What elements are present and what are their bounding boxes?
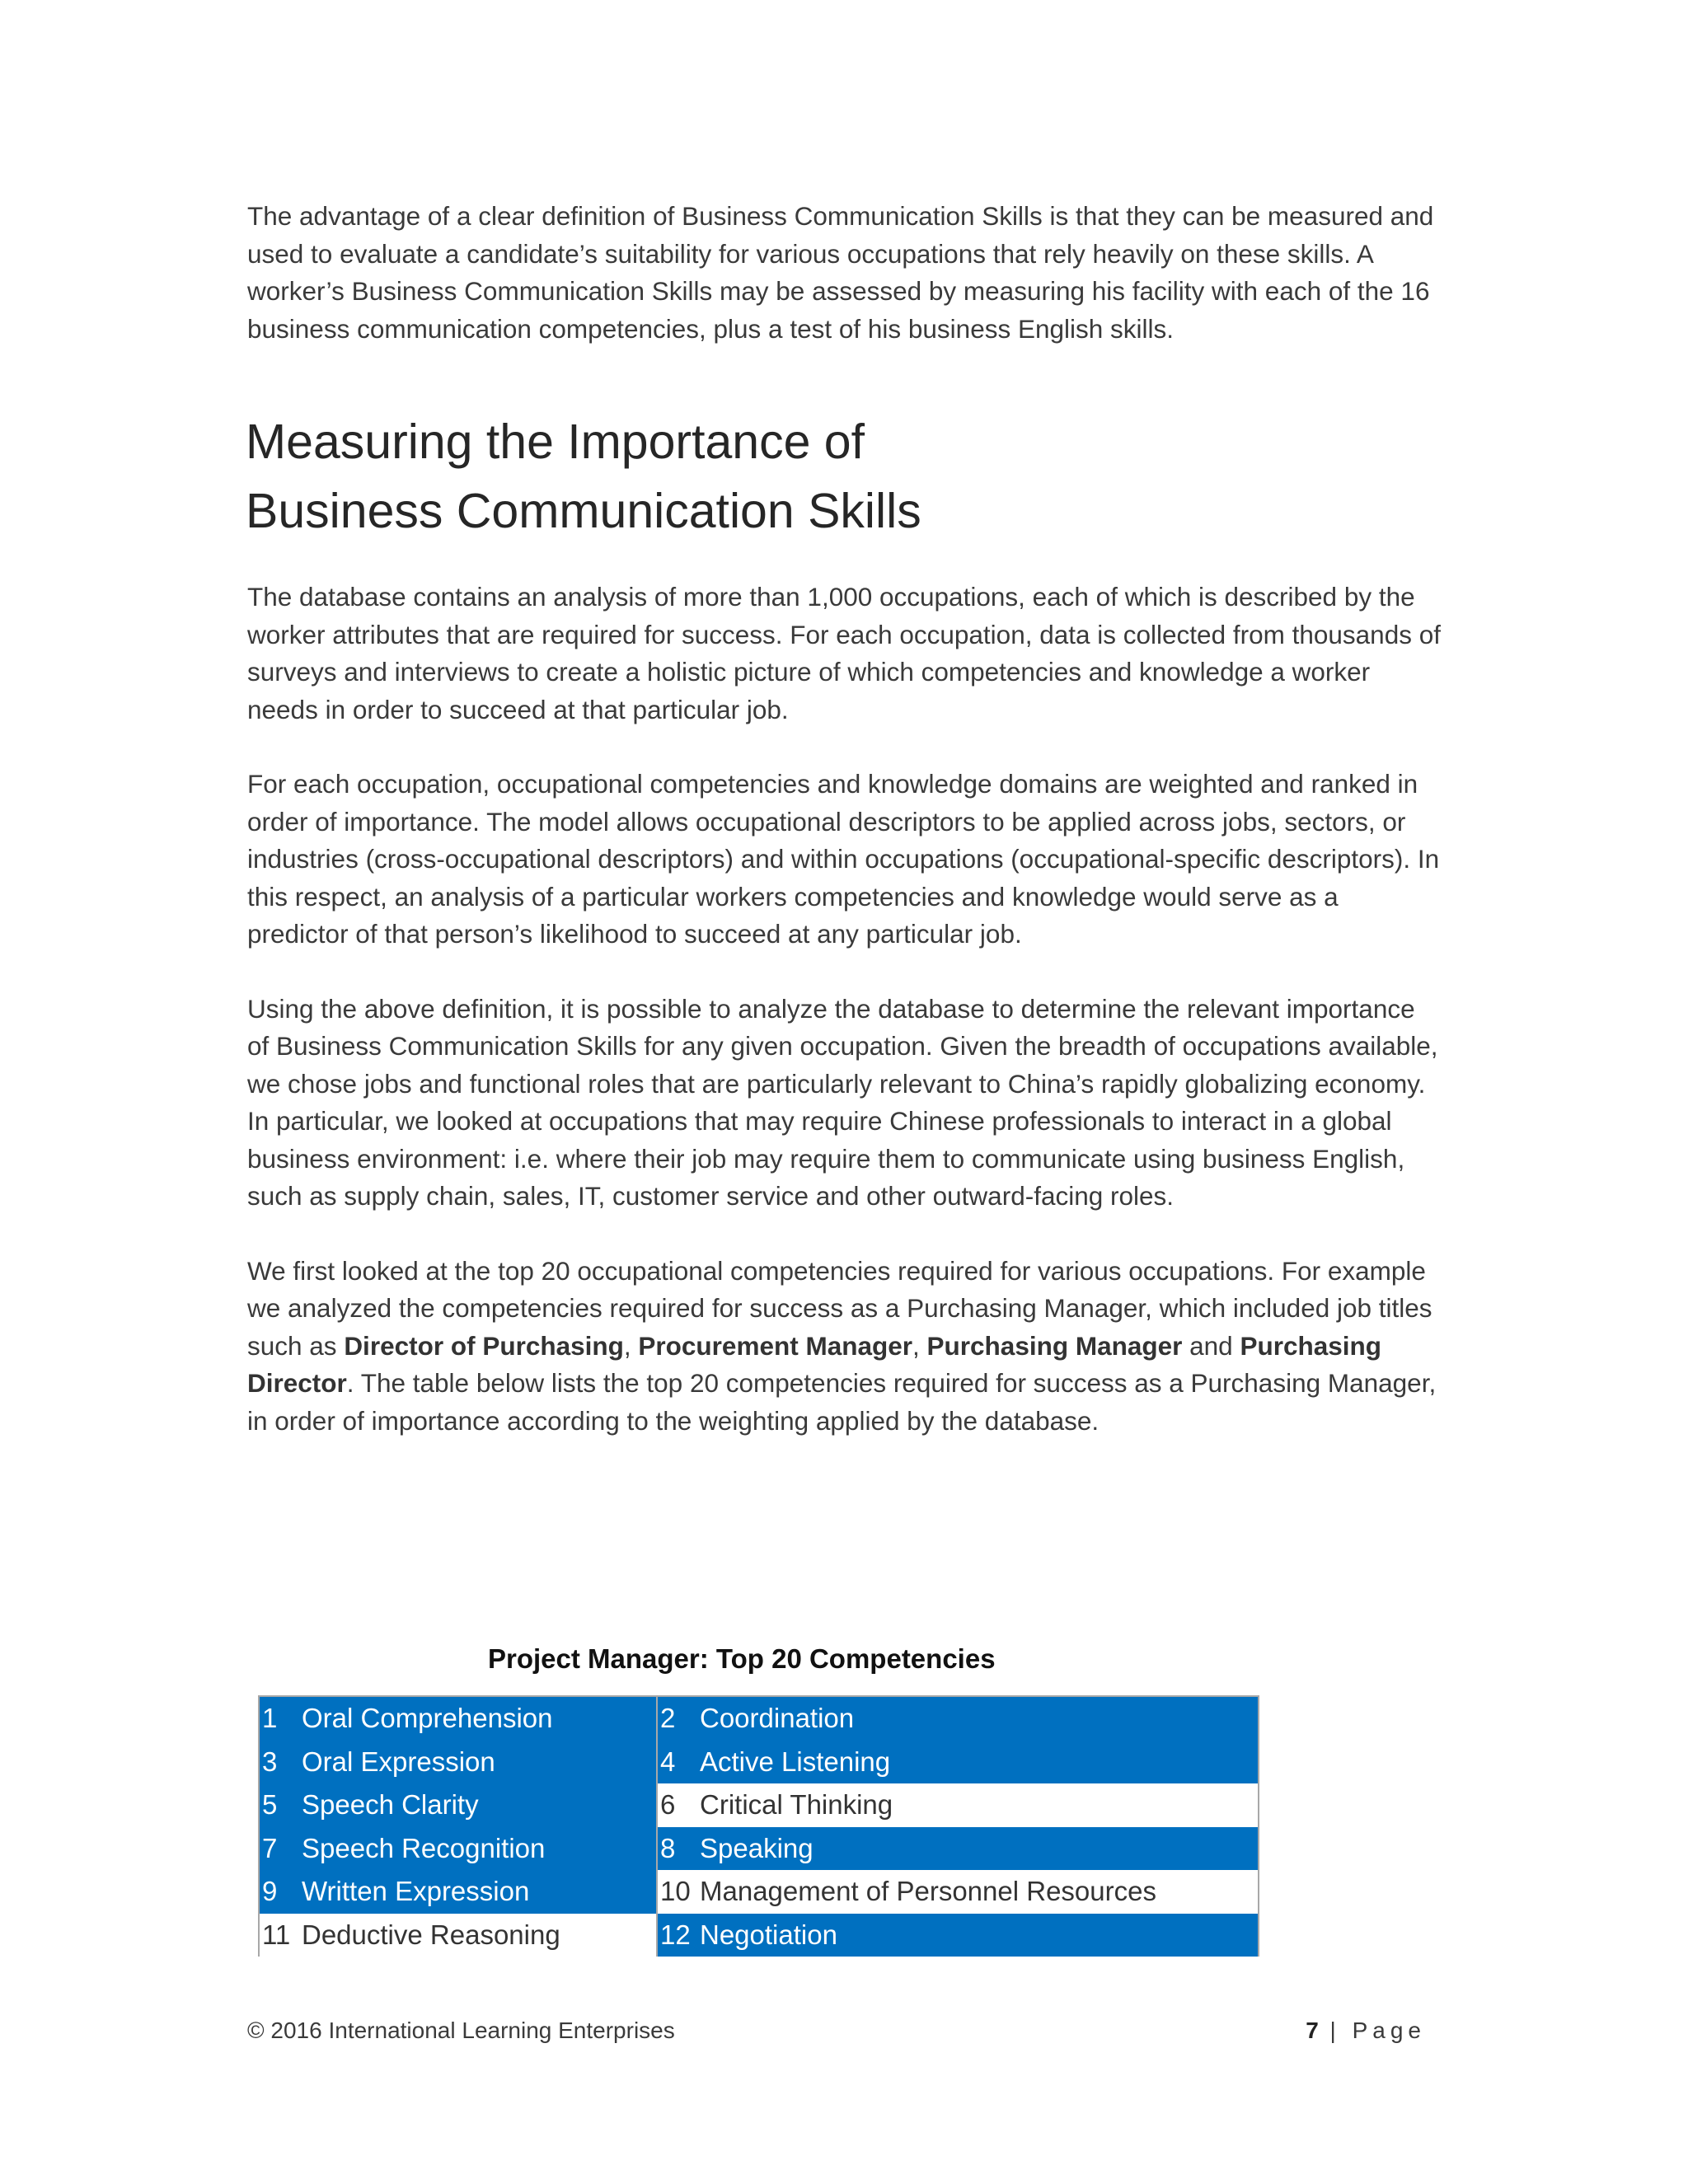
rank-number: 6	[660, 1789, 676, 1821]
section-heading-line-2: Business Communication Skills	[246, 484, 921, 538]
para4-text-3: ,	[912, 1330, 927, 1361]
competency-label: Active Listening	[700, 1746, 891, 1777]
job-title-purchasing-director: Purchasing Director	[247, 1330, 1381, 1398]
job-title-procurement-manager: Procurement Manager	[638, 1330, 913, 1361]
table-cell	[657, 1914, 1259, 1957]
rank-number: 11	[262, 1919, 291, 1950]
table-cell	[259, 1914, 657, 1957]
rank-number: 12	[660, 1919, 691, 1950]
table-row	[259, 1914, 1259, 1957]
paragraph-database: The database contains an analysis of more than 1,000 occupations, each of which is described by the worker attributes that are required for success. For each occupation, data is collected from thousands of surveys and interviews to create a holistic picture of which competencies and knowledge a worker needs in order to succeed at that particular job.	[247, 582, 1441, 724]
competency-label: Oral Expression	[302, 1746, 495, 1777]
rank-number: 1	[262, 1703, 278, 1734]
competency-label: Management of Personnel Resources	[700, 1876, 1156, 1907]
table-row	[259, 1870, 1259, 1914]
rank-number: 5	[262, 1789, 278, 1821]
job-title-director-of-purchasing: Director of Purchasing	[344, 1330, 624, 1361]
table-cell	[657, 1741, 1259, 1784]
para4-text-1: We first looked at the top 20 occupational competencies required for various occupations. For example we analyzed the competencies required for success as a Purchasing Manager, which included job titles such as	[247, 1255, 1432, 1361]
competency-label: Speech Clarity	[302, 1789, 479, 1821]
footer-copyright: © 2016 International Learning Enterprises	[247, 2018, 675, 2043]
paragraph-analysis: Using the above definition, it is possible to analyze the database to determine the relevant importance of Business Communication Skills for any given occupation. Given the breadth of occupations available, we chose jobs and functional roles that are particularly relevant to China’s rapidly globalizing economy. In particular, we looked at occupations that may require Chinese professionals to interact in a global business environment: i.e. where their job may require them to communicate using business English, such as supply chain, sales, IT, customer service and other outward-facing roles.	[247, 993, 1438, 1211]
table-cell	[259, 1870, 657, 1914]
competencies-table	[258, 1695, 1259, 1957]
para4-text-5: . The table below lists the top 20 competencies required for success as a Purchasing Manager, in order of importance according to the weighting applied by the database.	[247, 1368, 1437, 1436]
paragraph-weighting: For each occupation, occupational competencies and knowledge domains are weighted and ranked in order of importance. The model allows occupational descriptors to be applied across jobs, sectors, or industries (cross-occupational descriptors) and within occupations (occupational-specific descriptors). In this respect, an analysis of a particular workers competencies and knowledge would serve as a predictor of that person’s likelihood to succeed at any particular job.	[247, 769, 1440, 949]
competency-label: Critical Thinking	[700, 1789, 893, 1821]
competency-label: Speaking	[700, 1832, 814, 1863]
table-cell	[657, 1783, 1259, 1827]
paragraph-purchasing	[247, 1253, 1442, 1441]
competency-label: Written Expression	[302, 1876, 530, 1907]
rank-number: 2	[660, 1703, 676, 1734]
page-label: | Page	[1318, 2018, 1426, 2043]
page-body	[247, 198, 1442, 1477]
rank-number: 10	[660, 1876, 691, 1907]
rank-number: 7	[262, 1832, 278, 1863]
table-cell	[657, 1827, 1259, 1871]
rank-number: 3	[262, 1746, 278, 1777]
rank-number: 4	[660, 1746, 676, 1777]
para4-text-2: ,	[623, 1330, 639, 1361]
section-heading-line-1: Measuring the Importance of	[246, 415, 865, 469]
competency-label: Oral Comprehension	[302, 1703, 553, 1734]
section-heading	[246, 407, 1442, 546]
table-cell	[259, 1741, 657, 1784]
table-row	[259, 1696, 1259, 1741]
table-cell	[259, 1783, 657, 1827]
table-row	[259, 1741, 1259, 1784]
competency-label: Speech Recognition	[302, 1832, 546, 1863]
table-cell	[657, 1696, 1259, 1741]
table-cell	[259, 1696, 657, 1741]
competency-label: Negotiation	[700, 1919, 837, 1950]
table-row	[259, 1783, 1259, 1827]
rank-number: 9	[262, 1876, 278, 1907]
intro-paragraph: The advantage of a clear definition of Business Communication Skills is that they can be measured and used to evaluate a candidate’s suitability for various occupations that rely heavily on these skills. A worker’s Business Communication Skills may be assessed by measuring his facility with each of the 16 business communication competencies, plus a test of his business English skills.	[247, 201, 1434, 344]
page-number: 7	[1306, 2018, 1319, 2043]
table-title: Project Manager: Top 20 Competencies	[488, 1643, 996, 1674]
table-cell	[657, 1870, 1259, 1914]
rank-number: 8	[660, 1832, 676, 1863]
competency-label: Coordination	[700, 1703, 855, 1734]
para4-text-4: and	[1182, 1330, 1240, 1361]
table-cell	[259, 1827, 657, 1871]
competency-label: Deductive Reasoning	[302, 1919, 560, 1950]
job-title-purchasing-manager: Purchasing Manager	[926, 1330, 1183, 1361]
footer-page-indicator	[1306, 2018, 1426, 2044]
table-row	[259, 1827, 1259, 1871]
